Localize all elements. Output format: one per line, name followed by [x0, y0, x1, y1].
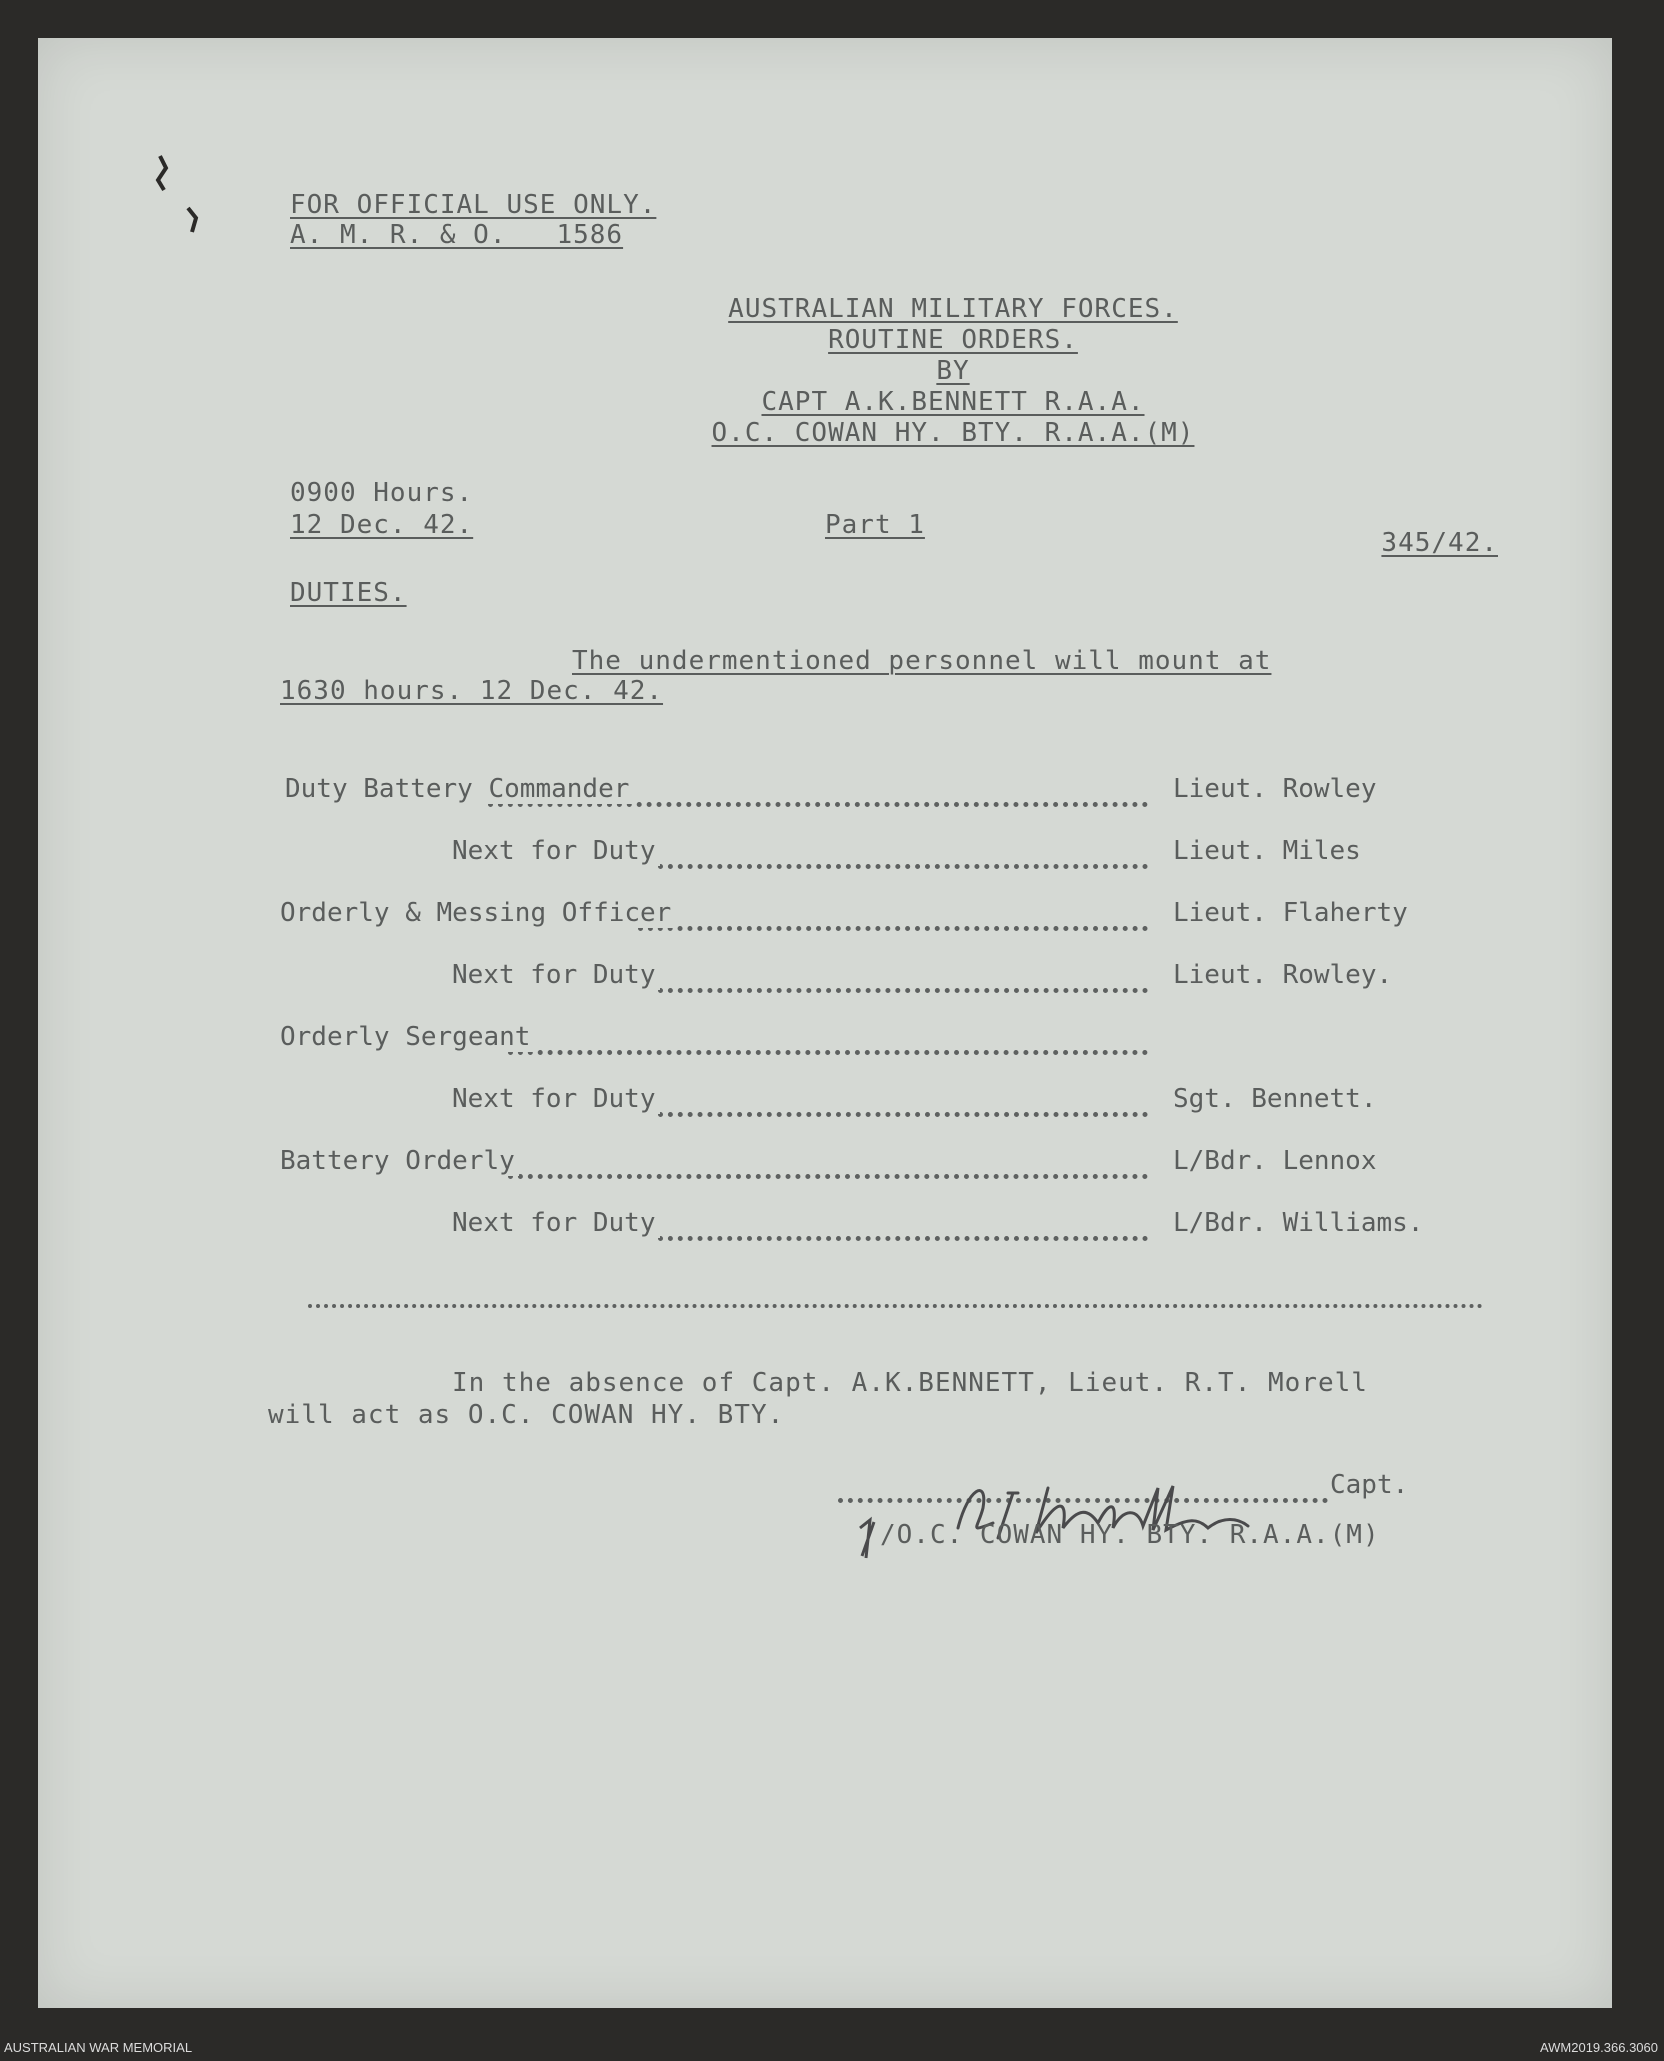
order-time: 0900 Hours.: [290, 478, 474, 508]
order-date: 12 Dec. 42.: [290, 510, 474, 540]
leader-dots: [658, 836, 1148, 869]
archive-source: AUSTRALIAN WAR MEMORIAL: [4, 2040, 193, 2055]
duty-row: [38, 898, 1612, 932]
duty-role: Duty Battery Commander: [285, 774, 633, 804]
duty-role: Next for Duty: [452, 1084, 660, 1114]
duty-role: Next for Duty: [452, 1208, 660, 1238]
signature-line: [38, 1470, 1612, 1504]
duty-role: Orderly & Messing Officer: [280, 898, 675, 928]
leader-dots: [508, 1022, 1148, 1055]
notice-line-1: In the absence of Capt. A.K.BENNETT, Lieut. R.T. Morell: [452, 1368, 1368, 1398]
signatory-appointment: /O.C. COWAN HY. BTY. R.A.A.(M): [880, 1520, 1380, 1550]
duty-assignee: L/Bdr. Williams.: [1173, 1208, 1424, 1238]
duty-role: Next for Duty: [452, 836, 660, 866]
order-number: 345/42.: [1381, 528, 1498, 558]
signatory-rank: Capt.: [1330, 1470, 1409, 1500]
duty-assignee: L/Bdr. Lennox: [1173, 1146, 1377, 1176]
section-intro-line-1: The undermentioned personnel will mount at: [572, 646, 1272, 676]
section-divider: [308, 1304, 1483, 1308]
leader-dots: [658, 960, 1148, 993]
duty-assignee: Lieut. Flaherty: [1173, 898, 1408, 928]
duty-role: Next for Duty: [452, 960, 660, 990]
leader-dots: [658, 1084, 1148, 1117]
duty-assignee: Sgt. Bennett.: [1173, 1084, 1377, 1114]
section-intro-line-2: 1630 hours. 12 Dec. 42.: [280, 676, 664, 706]
duty-assignee: Lieut. Miles: [1173, 836, 1361, 866]
duty-assignee: Lieut. Rowley: [1173, 774, 1377, 804]
document-page: [38, 38, 1612, 2008]
title-line-2: ROUTINE ORDERS.: [828, 325, 1078, 355]
archive-reference: AWM2019.366.3060: [1539, 2040, 1658, 2055]
duty-row: [38, 1146, 1612, 1180]
paper-tear-mark: [148, 148, 228, 258]
duty-row: [38, 836, 1612, 870]
notice-line-2: will act as O.C. COWAN HY. BTY.: [268, 1400, 785, 1430]
leader-dots: [508, 1146, 1148, 1179]
duty-row: [38, 1022, 1612, 1056]
duty-role: Battery Orderly: [280, 1146, 519, 1176]
regulation-reference: A. M. R. & O. 1586: [290, 220, 624, 250]
title-line-1: AUSTRALIAN MILITARY FORCES.: [728, 294, 1178, 324]
duty-assignee: Lieut. Rowley.: [1173, 960, 1393, 990]
duty-row: [38, 1208, 1612, 1242]
leader-dots: [658, 1208, 1148, 1241]
duty-row: [38, 1084, 1612, 1118]
archive-footer: [0, 2038, 1664, 2061]
section-heading: DUTIES.: [290, 578, 407, 608]
order-part: Part 1: [825, 510, 925, 540]
duty-row: [38, 960, 1612, 994]
title-line-5: O.C. COWAN HY. BTY. R.A.A.(M): [711, 418, 1195, 448]
duty-row: [38, 774, 1612, 808]
title-line-3: BY: [936, 356, 970, 386]
leader-dots: [638, 898, 1148, 931]
title-line-4: CAPT A.K.BENNETT R.A.A.: [761, 387, 1145, 417]
classification-marking: FOR OFFICIAL USE ONLY.: [290, 190, 657, 220]
duty-role: Orderly Sergeant: [280, 1022, 534, 1052]
